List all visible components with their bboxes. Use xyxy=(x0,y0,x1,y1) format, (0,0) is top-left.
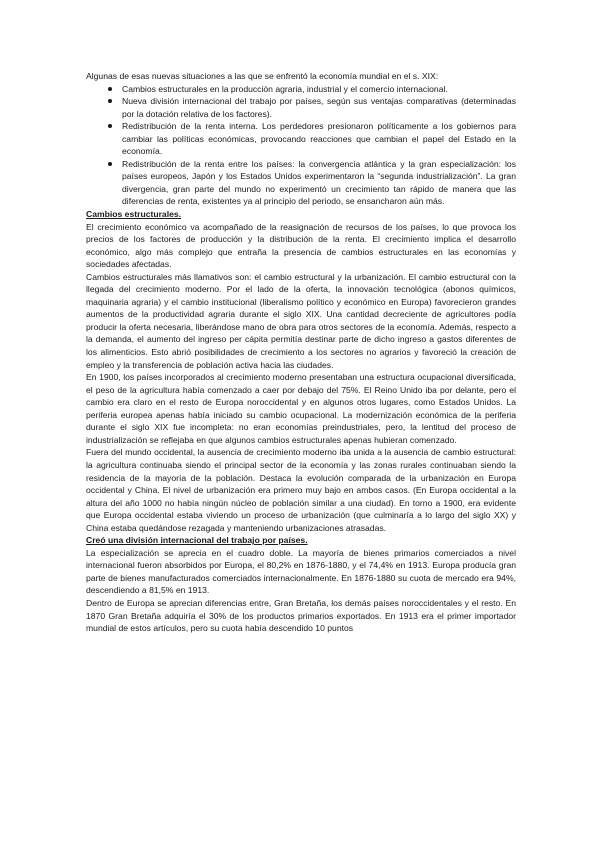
bullet-item xyxy=(86,120,516,158)
bullet-dot-icon xyxy=(108,99,112,103)
section-heading-cambios-estructurales: Cambios estructurales. xyxy=(86,209,182,220)
bullet-dot-icon xyxy=(108,124,112,128)
bullet-item xyxy=(86,83,516,96)
bullet-dot-icon xyxy=(108,162,112,166)
bullet-dot-icon xyxy=(108,87,112,91)
body-paragraph: Dentro de Europa se aprecian diferencias entre, Gran Bretaña, los demás países noroccidentales y el resto. En 1870 Gran Bretaña adquiría el 30% de los productos primarios exportados. En 1913 era el primer importador mundial de estos artículos, pero su cuota había descendido 10 puntos xyxy=(86,597,516,634)
intro-paragraph: Algunas de esas nuevas situaciones a las que se enfrentó la economía mundial en el s. XIX: xyxy=(86,71,439,81)
body-paragraph: Fuera del mundo occidental, la ausencia de crecimiento moderno iba unida a la ausencia de cambio estructural: la agricultura continuaba siendo el principal sector de la economía y las zonas rurales continuaban siendo la residencia de la mayoría de la población. Destaca la evolución comparada de la urbanización en Europa occidental y China. El nivel de urbanización era primero muy bajo en ambos casos. (En Europa occidental a la altura del año 1000 no había ningún núcleo de población similar a una ciudad). En torno a 1900, era evidente que Europa occidental estaba viviendo un proceso de urbanización (que culminaría a lo largo del siglo XX) y China estaba quedándose rezagada y manteniendo urbanizaciones atrasadas. xyxy=(86,447,516,533)
bullet-text: Cambios estructurales en la producción agraria, industrial y el comercio internacional. xyxy=(122,83,448,94)
body-paragraph: La especialización se aprecia en el cuadro doble. La mayoría de bienes primarios comerciados a nivel internacional fueron absorbidos por Europa, el 80,2% en 1876-1880, y el 74,4% en 1913. Europa producía gran parte de bienes manufacturados comerciados internacionalmente. En 1876-1880 su cuota de mercado era 94%, descendiendo a 81,5% en 1913. xyxy=(86,547,516,596)
bullet-text: Redistribución de la renta interna. Los perdedores presionaron políticamente a los gobiernos para cambiar las políticas económicas, provocando reacciones que cambian el papel del Estado en la economía. xyxy=(122,121,516,157)
bullet-item xyxy=(86,95,516,120)
section-heading-division-internacional: Creó una división internacional del trabajo por países. xyxy=(86,535,308,546)
bullet-item xyxy=(86,158,516,208)
bullet-text: Redistribución de la renta entre los países: la convergencia atlántica y la gran especialización: los países europeos, Japón y los Estados Unidos experimentaron la “segunda industrialización”. La gran divergencia, gran parte del mundo no experimentó un crecimiento tan rápido de manera que las diferencias de renta, existentes ya al principio del periodo, se ensancharon aún más. xyxy=(122,158,516,207)
bullet-list xyxy=(86,83,516,208)
body-paragraph: En 1900, los países incorporados al crecimiento moderno presentaban una estructura ocupacional diversificada, el peso de la agricultura había comenzado a caer por debajo del 75%. El Reino Unido iba por delante, pero el cambio era claro en el resto de Europa noroccidental y en algunos otros lugares, como Estados Unidos. La periferia europea apenas había iniciado su cambio ocupacional. La modernización económica de la periferia durante el siglo XIX fue incompleta: no eran economías preindustriales, pero, la lentitud del proceso de industrialización se reflejaba en que algunos cambios estructurales apenas hubieran comenzado. xyxy=(86,372,516,445)
body-paragraph: Cambios estructurales más llamativos son: el cambio estructural y la urbanización. El cambio estructural con la llegada del crecimiento moderno. Por el lado de la oferta, la innovación tecnológica (abonos químicos, maquinaria agraria) y el cambio institucional (liberalismo político y económico en Europa) favorecieron grandes aumentos de la productividad agraria durante el siglo XIX. Una cantidad decreciente de agricultores podía producir la oferta necesaria, liberándose mano de obra para otros sectores de la economía. Además, respecto a la demanda, el aumento del ingreso per cápita permitía destinar parte de dicho ingreso a gastos diferentes de los alimenticios. Esto abrió posibilidades de crecimiento a los sectores no agrarios y favoreció la creación de empleo y la transferencia de población activa hacia las ciudades. xyxy=(86,271,516,370)
body-paragraph: El crecimiento económico va acompañado de la reasignación de recursos de los países, lo que provoca los precios de los factores de producción y la distribución de la renta. El crecimiento implica el desarrollo económico, algo más complejo que entraña la presencia de cambios estructurales en las economías y sociedades afectadas. xyxy=(86,221,516,270)
bullet-text: Nueva división internacional del trabajo por países, según sus ventajas comparativas (determinadas por la dotación relativa de los factores). xyxy=(122,96,516,119)
